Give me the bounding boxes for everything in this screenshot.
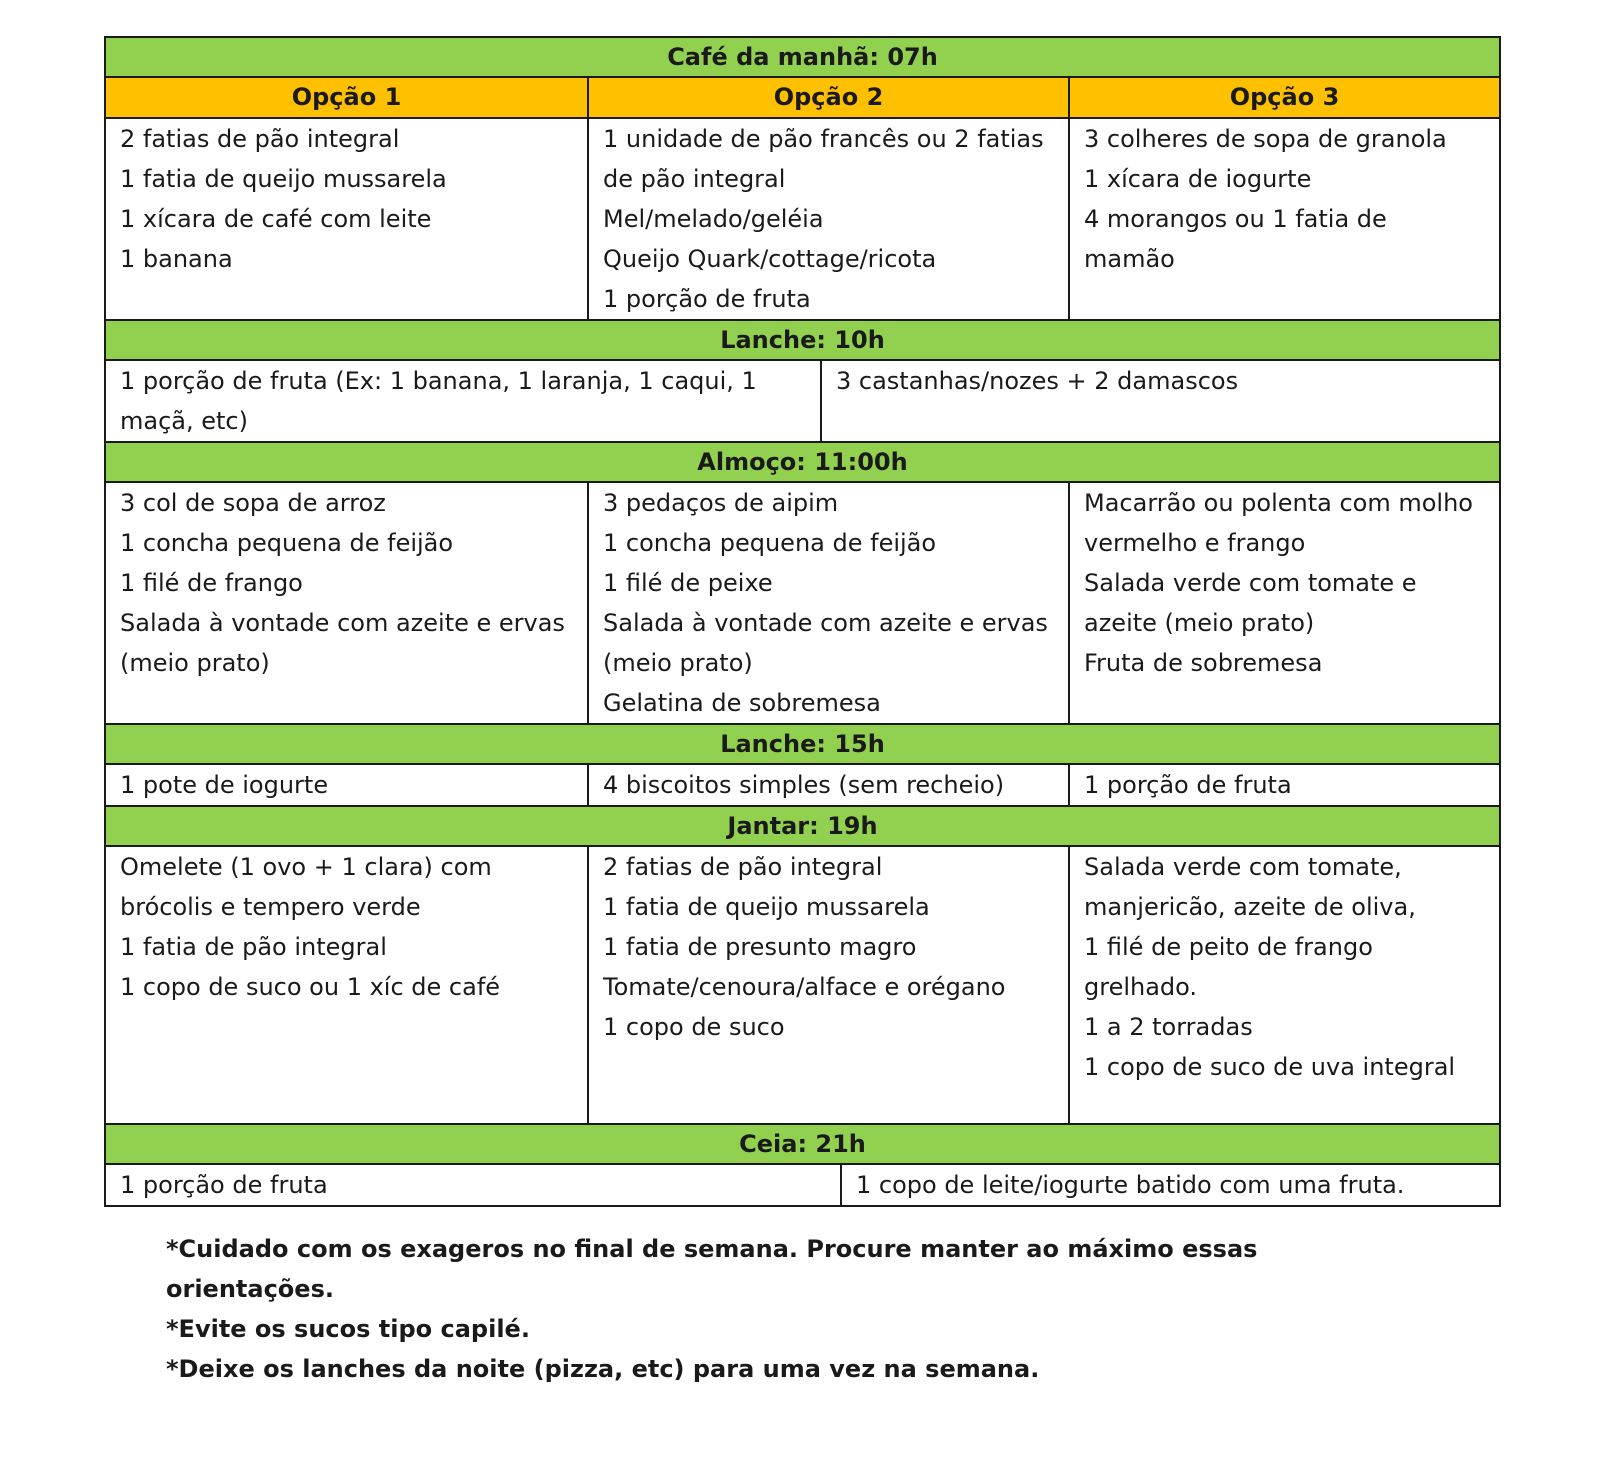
lunch-option-1 <box>105 482 588 724</box>
snack-15-option-1: 1 pote de iogurte <box>105 764 588 806</box>
list-item: Macarrão ou polenta com molho vermelho e frango <box>1084 489 1473 557</box>
list-item: Mel/melado/geléia <box>603 205 824 233</box>
note-juice: *Evite os sucos tipo capilé. <box>166 1315 530 1343</box>
lunch-option-3 <box>1069 482 1500 724</box>
list-item: Tomate/cenoura/alface e orégano <box>603 973 1006 1001</box>
supper-options-row <box>105 1164 1500 1206</box>
breakfast-option-3 <box>1069 118 1500 320</box>
snack-10-title-row <box>105 320 1500 360</box>
snack-10-option-1: 1 porção de fruta (Ex: 1 banana, 1 laranja, 1 caqui, 1 maçã, etc) <box>106 361 821 441</box>
list-item: 1 concha pequena de feijão <box>603 529 937 557</box>
snack-10-title: Lanche: 10h <box>105 320 1500 360</box>
list-item: 1 fatia de queijo mussarela <box>603 893 930 921</box>
snack-10-split <box>106 361 1499 441</box>
dinner-title-row <box>105 806 1500 846</box>
list-item: 1 a 2 torradas <box>1084 1013 1253 1041</box>
list-item: 4 morangos ou 1 fatia de mamão <box>1084 205 1387 273</box>
list-item: Salada à vontade com azeite e ervas (meio prato) <box>603 609 1048 677</box>
snack-15-title-row <box>105 724 1500 764</box>
notes <box>166 1229 1316 1389</box>
dinner-option-1 <box>105 846 588 1124</box>
list-item: 1 filé de frango <box>120 569 303 597</box>
list-item: 3 col de sopa de arroz <box>120 489 386 517</box>
list-item: 1 xícara de iogurte <box>1084 165 1312 193</box>
snack-10-options <box>105 360 1500 442</box>
list-item: Gelatina de sobremesa <box>603 689 881 717</box>
dinner-option-2 <box>588 846 1069 1124</box>
snack-15-options-row <box>105 764 1500 806</box>
breakfast-title: Café da manhã: 07h <box>105 37 1500 77</box>
snack-10-options-row <box>105 360 1500 442</box>
dinner-title: Jantar: 19h <box>105 806 1500 846</box>
option-3-header: Opção 3 <box>1069 77 1500 118</box>
lunch-option-2 <box>588 482 1069 724</box>
list-item: Salada verde com tomate e azeite (meio prato) <box>1084 569 1417 637</box>
list-item: 1 copo de suco <box>603 1013 785 1041</box>
supper-option-1: 1 porção de fruta <box>106 1165 841 1205</box>
supper-title-row <box>105 1124 1500 1164</box>
list-item: 1 unidade de pão francês ou 2 fatias de pão integral <box>603 125 1044 193</box>
list-item: 1 copo de suco ou 1 xíc de café <box>120 973 501 1001</box>
option-1-header: Opção 1 <box>105 77 588 118</box>
breakfast-options-row <box>105 118 1500 320</box>
note-weekend: *Cuidado com os exageros no final de semana. Procure manter ao máximo essas orientações. <box>166 1235 1258 1303</box>
breakfast-title-row <box>105 37 1500 77</box>
list-item: 1 fatia de presunto magro <box>603 933 917 961</box>
snack-15-option-3: 1 porção de fruta <box>1069 764 1500 806</box>
dinner-option-3 <box>1069 846 1500 1124</box>
list-item: Queijo Quark/cottage/ricota <box>603 245 937 273</box>
note-night-snacks: *Deixe os lanches da noite (pizza, etc) para uma vez na semana. <box>166 1355 1040 1383</box>
list-item: 3 colheres de sopa de granola <box>1084 125 1447 153</box>
lunch-options-row <box>105 482 1500 724</box>
meal-plan-table <box>104 36 1501 1207</box>
list-item: 1 porção de fruta <box>603 285 811 313</box>
list-item: 1 copo de suco de uva integral <box>1084 1053 1456 1081</box>
breakfast-option-1 <box>105 118 588 320</box>
list-item: 1 fatia de pão integral <box>120 933 387 961</box>
list-item: Salada verde com tomate, manjericão, azeite de oliva, <box>1084 853 1416 921</box>
list-item: Salada à vontade com azeite e ervas (meio prato) <box>120 609 565 677</box>
list-item: Omelete (1 ovo + 1 clara) com brócolis e tempero verde <box>120 853 492 921</box>
snack-15-option-2: 4 biscoitos simples (sem recheio) <box>588 764 1069 806</box>
supper-options <box>105 1164 1500 1206</box>
list-item: 1 concha pequena de feijão <box>120 529 454 557</box>
list-item: Fruta de sobremesa <box>1084 649 1323 677</box>
list-item: 2 fatias de pão integral <box>120 125 400 153</box>
lunch-title: Almoço: 11:00h <box>105 442 1500 482</box>
breakfast-option-2 <box>588 118 1069 320</box>
snack-15-title: Lanche: 15h <box>105 724 1500 764</box>
supper-split <box>106 1165 1499 1205</box>
options-header-row <box>105 77 1500 118</box>
snack-10-option-2: 3 castanhas/nozes + 2 damascos <box>836 367 1239 395</box>
list-item: 1 xícara de café com leite <box>120 205 432 233</box>
lunch-title-row <box>105 442 1500 482</box>
list-item: 2 fatias de pão integral <box>603 853 883 881</box>
list-item: 3 pedaços de aipim <box>603 489 839 517</box>
list-item: 1 banana <box>120 245 233 273</box>
dinner-options-row <box>105 846 1500 1124</box>
list-item: 1 filé de peixe <box>603 569 773 597</box>
option-2-header: Opção 2 <box>588 77 1069 118</box>
supper-title: Ceia: 21h <box>105 1124 1500 1164</box>
list-item: 1 fatia de queijo mussarela <box>120 165 447 193</box>
list-item: 1 filé de peito de frango grelhado. <box>1084 933 1373 1001</box>
supper-option-2: 1 copo de leite/iogurte batido com uma fruta. <box>856 1171 1405 1199</box>
